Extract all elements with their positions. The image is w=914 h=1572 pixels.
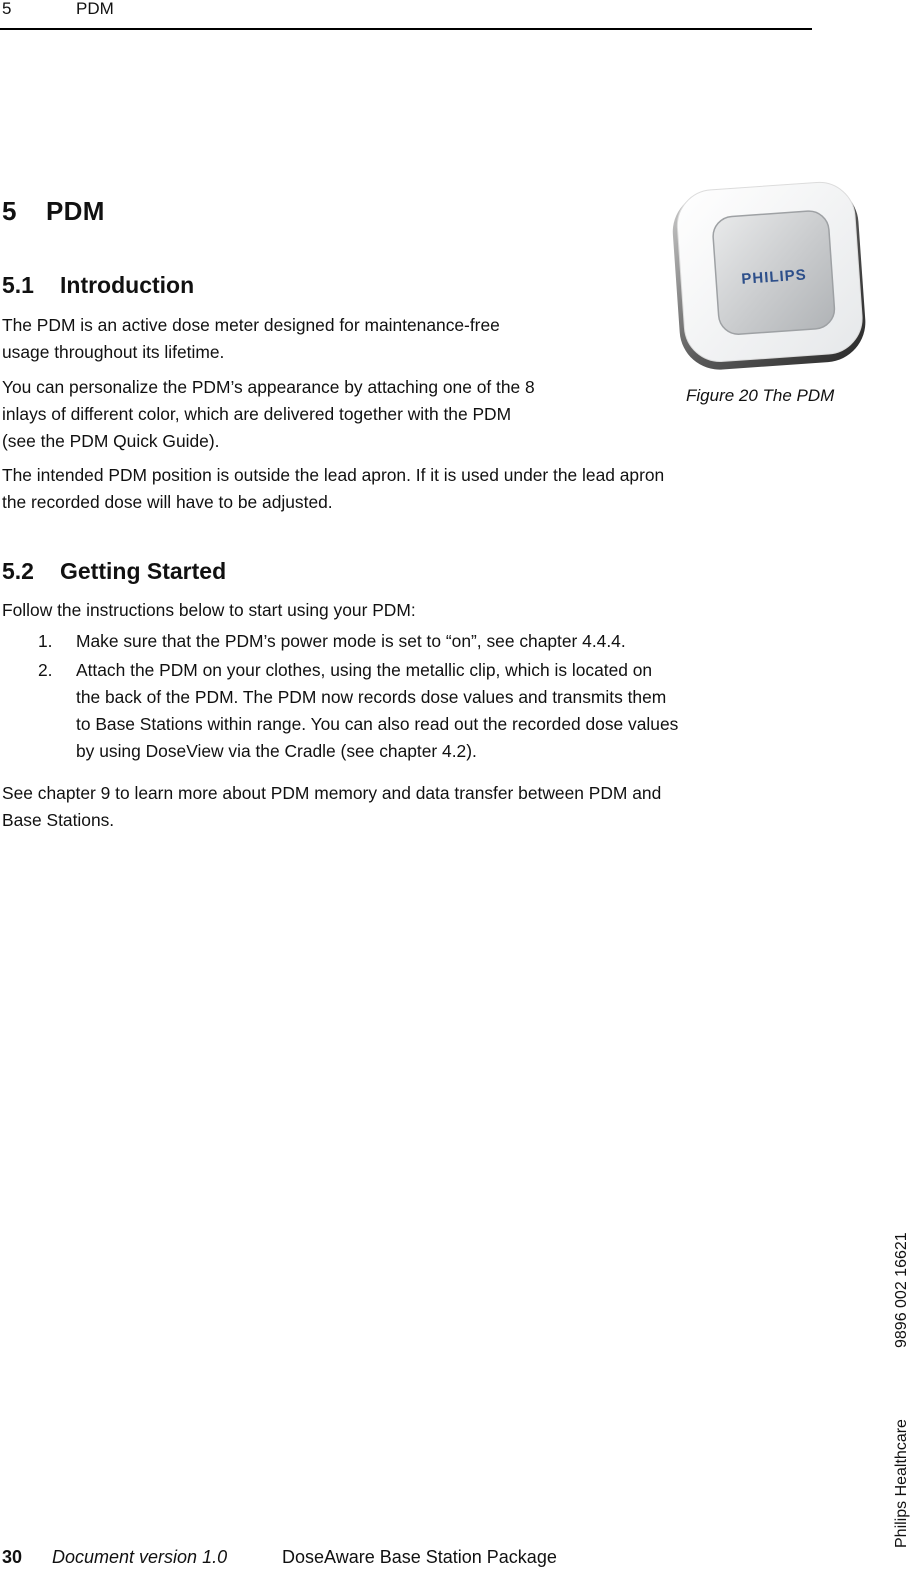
text-line: the recorded dose will have to be adjusted. bbox=[2, 492, 333, 512]
text-line: inlays of different color, which are delivered together with the PDM bbox=[2, 404, 512, 424]
intro-paragraph-3 bbox=[2, 462, 664, 516]
intro-paragraph-1 bbox=[2, 312, 500, 366]
text-line: Attach the PDM on your clothes, using the metallic clip, which is located on bbox=[76, 660, 653, 680]
text-line: The PDM is an active dose meter designed for maintenance-free bbox=[2, 315, 500, 335]
text-line: the back of the PDM. The PDM now records dose values and transmits them bbox=[76, 687, 667, 707]
company-name: Philips Healthcare bbox=[893, 1419, 910, 1548]
section-title: Getting Started bbox=[60, 558, 227, 584]
getting-started-outro bbox=[2, 780, 661, 834]
steps-list bbox=[2, 628, 802, 767]
section-title: Introduction bbox=[60, 272, 195, 298]
chapter-heading bbox=[2, 196, 105, 227]
intro-paragraph-2 bbox=[2, 374, 535, 455]
chapter-number: 5 bbox=[2, 196, 17, 226]
getting-started-intro: Follow the instructions below to start using your PDM: bbox=[2, 600, 416, 620]
document-number: 9896 002 16621 bbox=[893, 1232, 910, 1348]
chapter-title: PDM bbox=[46, 196, 105, 226]
text-line: Base Stations. bbox=[2, 810, 115, 830]
step-number: 1. bbox=[38, 631, 53, 651]
list-item bbox=[2, 657, 802, 765]
header-chapter-title: PDM bbox=[76, 0, 114, 18]
document-version: Document version 1.0 bbox=[52, 1547, 228, 1567]
pdm-device-image bbox=[670, 178, 868, 374]
text-line: usage throughout its lifetime. bbox=[2, 342, 225, 362]
text-line: by using DoseView via the Cradle (see chapter 4.2). bbox=[76, 741, 477, 761]
section-heading-getting-started bbox=[2, 558, 226, 585]
section-heading-introduction bbox=[2, 272, 194, 299]
step-number: 2. bbox=[38, 660, 53, 680]
page-number: 30 bbox=[2, 1547, 23, 1567]
text-line: You can personalize the PDM’s appearance by attaching one of the 8 bbox=[2, 377, 535, 397]
text-line: The intended PDM position is outside the lead apron. If it is used under the lead apron bbox=[2, 465, 665, 485]
running-header bbox=[0, 0, 812, 30]
header-chapter-number: 5 bbox=[2, 0, 12, 18]
philips-logo: PHILIPS bbox=[740, 266, 808, 288]
text-line: Make sure that the PDM’s power mode is set to “on”, see chapter 4.4.4. bbox=[76, 631, 626, 651]
figure-caption: Figure 20 The PDM bbox=[686, 386, 835, 405]
section-number: 5.2 bbox=[2, 558, 34, 584]
page-footer bbox=[0, 1544, 700, 1570]
section-number: 5.1 bbox=[2, 272, 34, 298]
side-margin-text bbox=[890, 148, 914, 1548]
text-line: (see the PDM Quick Guide). bbox=[2, 431, 220, 451]
list-item bbox=[2, 628, 802, 655]
text-line: See chapter 9 to learn more about PDM memory and data transfer between PDM and bbox=[2, 783, 662, 803]
pdm-device-illustration bbox=[670, 178, 868, 374]
text-line: to Base Stations within range. You can also read out the recorded dose values bbox=[76, 714, 679, 734]
package-name: DoseAware Base Station Package bbox=[282, 1547, 557, 1567]
